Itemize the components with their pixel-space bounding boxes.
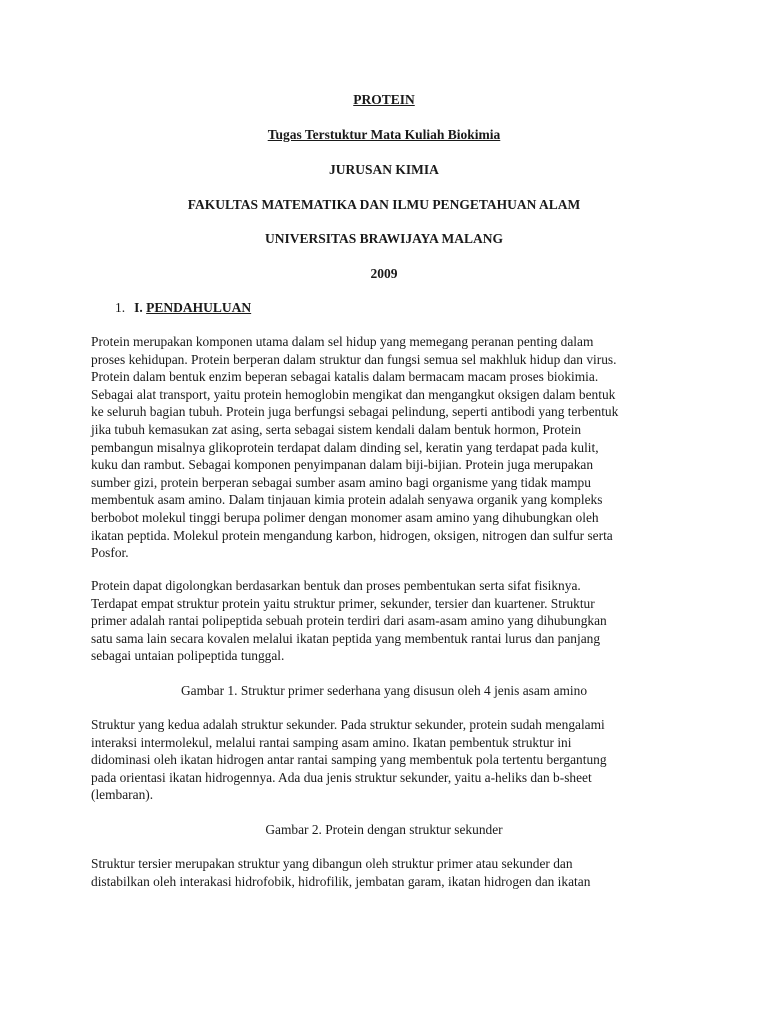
document-title: PROTEIN (353, 92, 415, 107)
paragraph-line: Posfor. (91, 545, 129, 561)
paragraph-line: Protein dapat digolongkan berdasarkan bentuk dan proses pembentukan serta sifat fisiknya. (91, 578, 581, 593)
paragraph-line: Protein dalam bentuk enzim beperan sebagai katalis dalam bermacam macam proses biokimia. (91, 369, 599, 385)
paragraph-introduction (91, 333, 681, 562)
paragraph-line: sumber gizi, protein berperan sebagai sumber asam amino bagi organisme yang tidak mampu (91, 474, 591, 490)
paragraph-line: membentuk asam amino. Dalam tinjauan kimia protein adalah senyawa organik yang kompleks (91, 492, 603, 508)
section-title: PENDAHULUAN (146, 300, 252, 315)
department-name: JURUSAN KIMIA (329, 162, 439, 177)
figure-caption-1: Gambar 1. Struktur primer sederhana yang disusun oleh 4 jenis asam amino (180, 683, 588, 698)
university-name: UNIVERSITAS BRAWIJAYA MALANG (264, 231, 504, 246)
paragraph-line: proses kehidupan. Protein berperan dalam struktur dan fungsi semua sel makhluk hidup dan virus. (91, 351, 617, 367)
document-subtitle: Tugas Terstuktur Mata Kuliah Biokimia (267, 127, 501, 142)
paragraph-structures (91, 577, 681, 665)
paragraph-line: kuku dan rambut. Sebagai komponen penyimpanan dalam biji-bijian. Protein juga merupakan (91, 457, 594, 473)
paragraph-line: Struktur yang kedua adalah struktur sekunder. Pada struktur sekunder, protein sudah mengalami (91, 717, 605, 732)
paragraph-line: (lembaran). (91, 787, 154, 803)
paragraph-line: ke seluruh bagian tubuh. Protein juga berfungsi sebagai pelindung, seperti antibodi yang terbentuk (91, 404, 619, 420)
paragraph-line: pembangun misalnya glikoprotein terdapat dalam dinding sel, keratin yang terdapat pada kulit, (91, 439, 599, 455)
paragraph-line: Terdapat empat struktur protein yaitu struktur primer, sekunder, tersier dan kuartener. Struktur (91, 595, 595, 611)
section-number: 1. (115, 300, 126, 315)
paragraph-line: jika tubuh kemasukan zat asing, serta sebagai sistem kendali dalam bentuk hormon, Protein (91, 421, 582, 437)
paragraph-line: sebagai untaian polipeptida tunggal. (91, 648, 285, 664)
paragraph-line: interaksi intermolekul, melalui rantai samping asam amino. Ikatan pembentuk struktur ini (91, 734, 572, 750)
paragraph-line: satu sama lain secara kovalen melalui ikatan peptida yang membentuk rantai lurus dan panjang (91, 630, 601, 646)
paragraph-line: distabilkan oleh interakasi hidrofobik, hidrofilik, jembatan garam, ikatan hidrogen dan ikatan (91, 873, 591, 889)
paragraph-tertiary (91, 855, 681, 890)
section-prefix: I. (134, 300, 143, 315)
paragraph-line: Struktur tersier merupakan struktur yang dibangun oleh struktur primer atau sekunder dan (91, 856, 573, 871)
paragraph-line: primer adalah rantai polipeptida sebuah protein terdiri dari asam-asam amino yang dihubungkan (91, 613, 607, 629)
paragraph-line: berbobot molekul tinggi berupa polimer dengan monomer asam amino yang dihubungkan oleh (91, 509, 599, 525)
faculty-name: FAKULTAS MATEMATIKA DAN ILMU PENGETAHUAN ALAM (187, 197, 581, 212)
paragraph-line: Sebagai alat transport, yaitu protein hemoglobin mengikat dan mengangkut oksigen dalam bentuk (91, 386, 616, 402)
document-year: 2009 (370, 266, 398, 281)
figure-caption-2: Gambar 2. Protein dengan struktur sekunder (265, 822, 503, 837)
paragraph-line: Protein merupakan komponen utama dalam sel hidup yang memegang peranan penting dalam (91, 334, 594, 349)
paragraph-line: pada orientasi ikatan hidrogennya. Ada dua jenis struktur sekunder, yaitu a-heliks dan b-sheet (91, 769, 592, 785)
paragraph-line: ikatan peptida. Molekul protein mengandung karbon, hidrogen, oksigen, nitrogen dan sulfur serta (91, 527, 613, 543)
paragraph-secondary (91, 716, 681, 804)
paragraph-line: didominasi oleh ikatan hidrogen antar rantai samping yang membentuk pola tertentu bergantung (91, 752, 607, 768)
section-heading (115, 300, 251, 316)
